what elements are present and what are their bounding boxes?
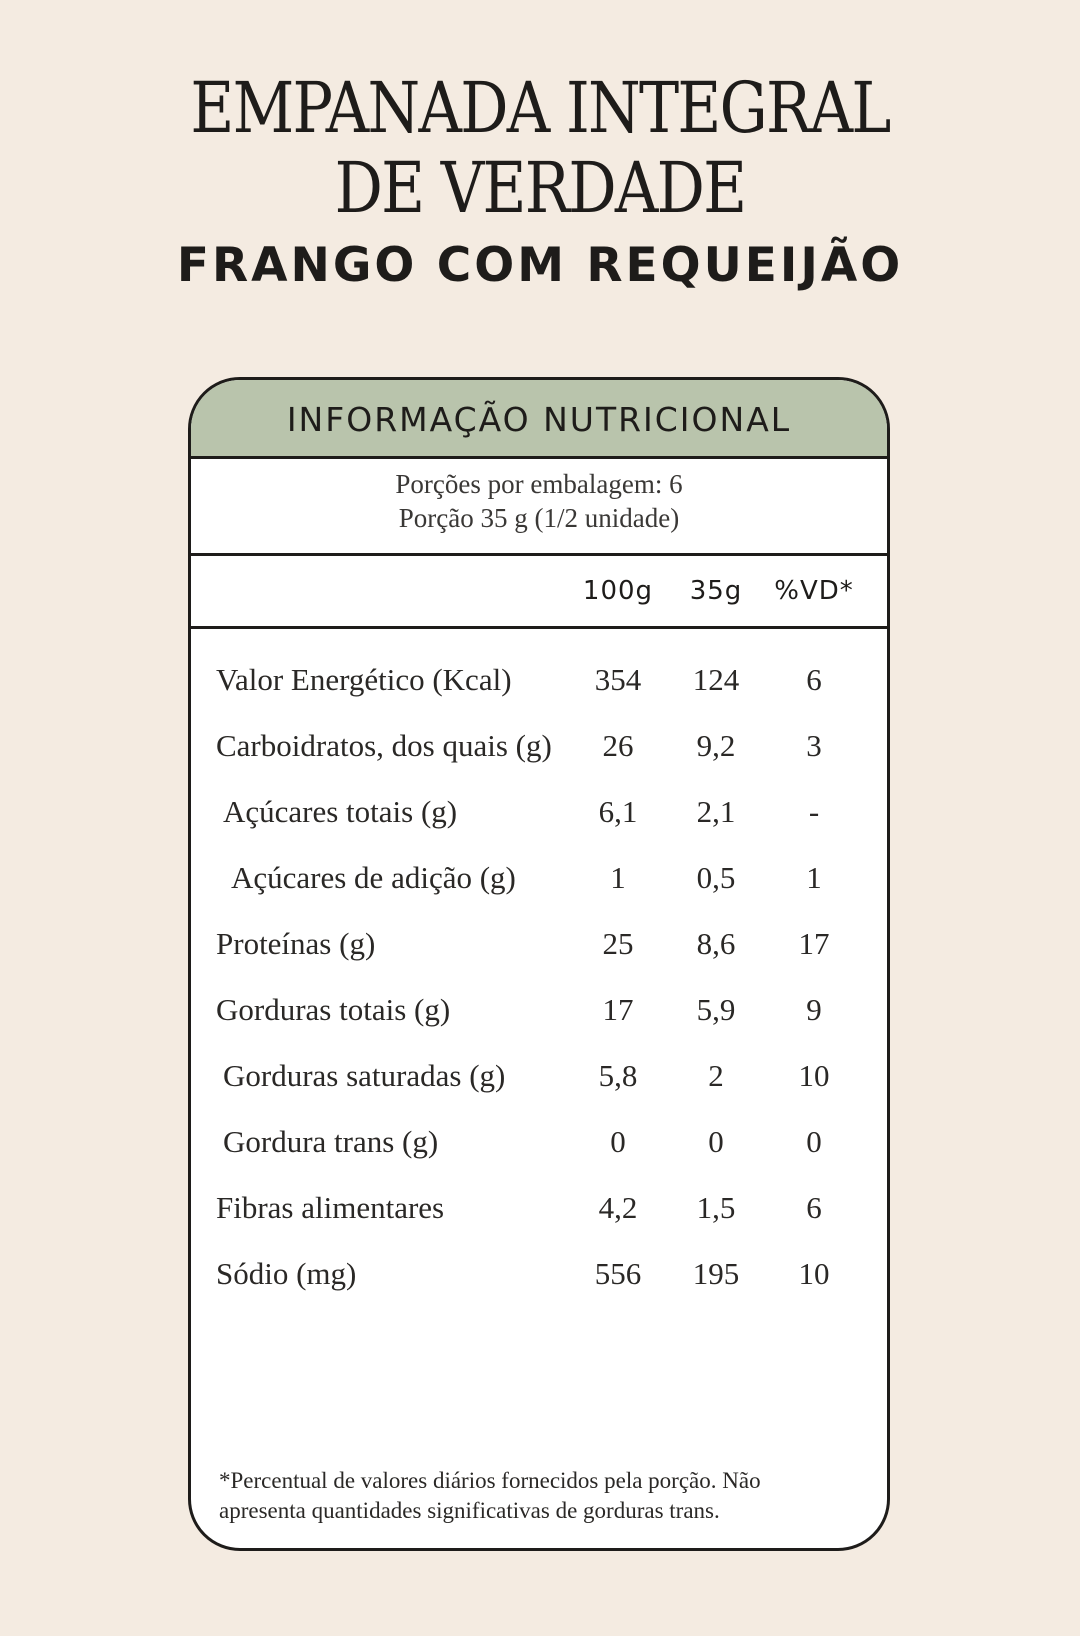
value-vd: 3 [806, 728, 822, 763]
table-row [191, 1114, 887, 1180]
value-35g: 2,1 [696, 794, 736, 829]
serving-info [191, 459, 887, 556]
value-vd: 10 [798, 1256, 830, 1291]
value-35g: 9,2 [696, 728, 736, 763]
value-35g: 124 [692, 662, 740, 697]
serving-size: Porção 35 g (1/2 unidade) [398, 503, 680, 533]
value-vd: 9 [806, 992, 822, 1027]
value-vd: 1 [806, 860, 822, 895]
value-100g: 4,2 [598, 1190, 638, 1225]
table-row [191, 784, 887, 850]
nutrient-label: Fibras alimentares [216, 1190, 445, 1225]
table-row [191, 850, 887, 916]
column-header-vd: %VD* [774, 576, 854, 606]
value-100g: 556 [594, 1256, 642, 1291]
footnote [219, 1466, 879, 1526]
value-100g: 1 [610, 860, 626, 895]
table-row [191, 916, 887, 982]
nutrient-label: Gordura trans (g) [223, 1124, 439, 1159]
value-vd: - [808, 794, 820, 829]
nutrition-facts-table [188, 377, 890, 1551]
column-header-35g: 35g [689, 576, 743, 606]
nutrient-label: Gorduras totais (g) [216, 992, 451, 1027]
nutrient-rows [191, 652, 887, 1312]
table-row [191, 1246, 887, 1312]
value-35g: 0 [708, 1124, 724, 1159]
table-row [191, 982, 887, 1048]
footnote-line1: *Percentual de valores diários fornecidos pela porção. Não [219, 1468, 761, 1493]
value-100g: 6,1 [598, 794, 638, 829]
value-100g: 5,8 [598, 1058, 638, 1093]
table-row [191, 1180, 887, 1246]
nutrient-label: Proteínas (g) [216, 926, 376, 961]
value-35g: 195 [692, 1256, 740, 1291]
nutrient-label: Gorduras saturadas (g) [223, 1058, 506, 1093]
product-title-line1: EMPANADA INTEGRAL [190, 67, 890, 149]
nutrient-label: Açúcares de adição (g) [231, 860, 516, 895]
nutrient-label: Sódio (mg) [216, 1256, 357, 1291]
value-vd: 10 [798, 1058, 830, 1093]
column-header-100g: 100g [582, 576, 654, 606]
value-100g: 26 [602, 728, 634, 763]
table-row [191, 652, 887, 718]
value-35g: 2 [708, 1058, 724, 1093]
table-row [191, 1048, 887, 1114]
value-35g: 0,5 [696, 860, 736, 895]
value-vd: 6 [806, 662, 822, 697]
nutrient-label: Açúcares totais (g) [223, 794, 458, 829]
product-flavor: FRANGO COM REQUEIJÃO [176, 238, 904, 293]
value-35g: 8,6 [696, 926, 736, 961]
value-35g: 5,9 [696, 992, 736, 1027]
value-100g: 25 [602, 926, 634, 961]
product-title-line2: DE VERDADE [334, 147, 746, 229]
nutrient-label: Valor Energético (Kcal) [216, 662, 512, 697]
nutrient-label: Carboidratos, dos quais (g) [216, 728, 552, 763]
column-headers [191, 556, 887, 629]
value-100g: 0 [610, 1124, 626, 1159]
footnote-line2: apresenta quantidades significativas de gorduras trans. [219, 1498, 720, 1523]
nutrition-header: INFORMAÇÃO NUTRICIONAL [191, 380, 887, 459]
servings-per-package: Porções por embalagem: 6 [395, 469, 683, 499]
value-35g: 1,5 [696, 1190, 736, 1225]
value-100g: 354 [594, 662, 642, 697]
value-vd: 17 [798, 926, 830, 961]
table-row [191, 718, 887, 784]
value-100g: 17 [602, 992, 634, 1027]
value-vd: 6 [806, 1190, 822, 1225]
value-vd: 0 [806, 1124, 822, 1159]
